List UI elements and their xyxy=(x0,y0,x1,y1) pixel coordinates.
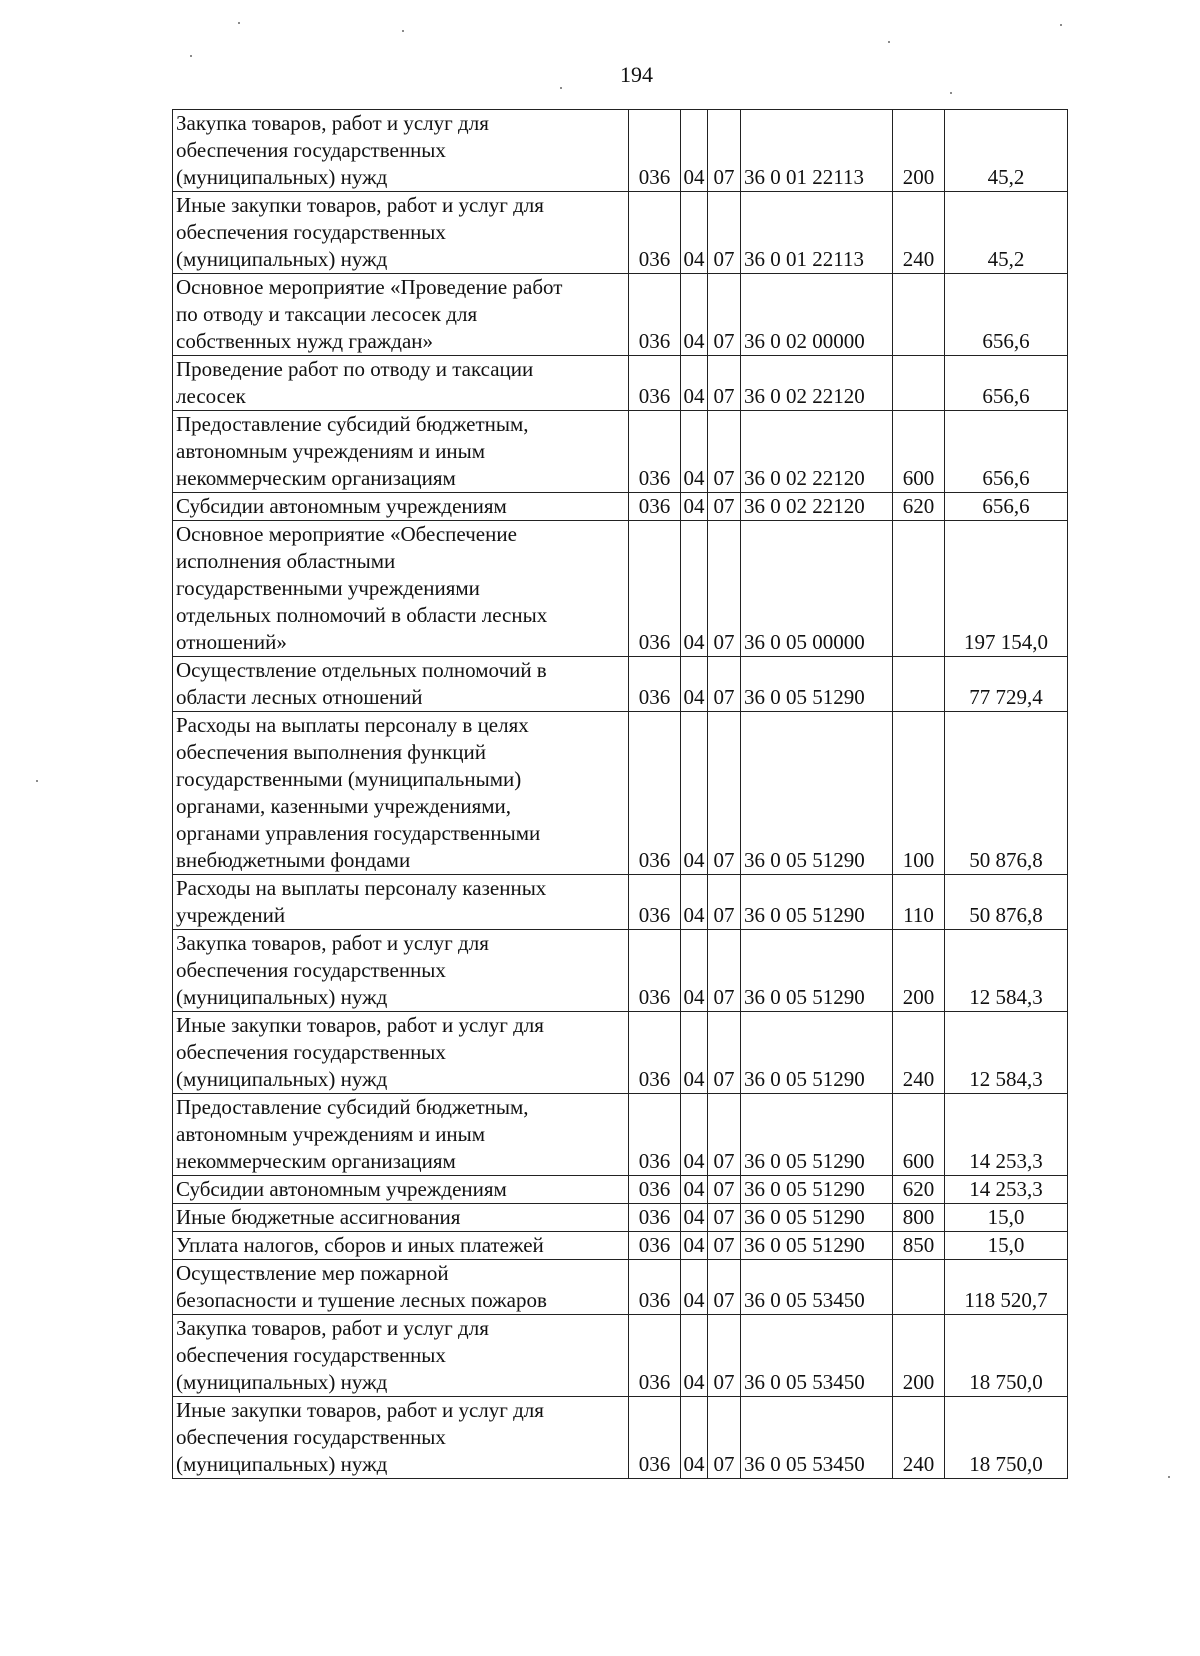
table-row xyxy=(173,1315,1068,1397)
subsection-code-cell: 07 xyxy=(708,411,741,493)
row-name-cell: Основное мероприятие «Обеспечение исполнения областными государственными учреждениями отдельных полномочий в области лесных отношений» xyxy=(173,521,629,657)
scan-speck xyxy=(1168,1476,1170,1478)
table-row xyxy=(173,930,1068,1012)
amount-cell: 45,2 xyxy=(945,192,1068,274)
table-row xyxy=(173,875,1068,930)
row-name-cell: Осуществление мер пожарной безопасности и тушение лесных пожаров xyxy=(173,1260,629,1315)
row-name-cell: Иные бюджетные ассигнования xyxy=(173,1204,629,1232)
subsection-code-cell: 07 xyxy=(708,356,741,411)
target-item-code-cell: 36 0 02 22120 xyxy=(741,411,893,493)
subsection-code-cell: 07 xyxy=(708,1232,741,1260)
amount-cell: 12 584,3 xyxy=(945,1012,1068,1094)
target-item-code-cell: 36 0 05 51290 xyxy=(741,1204,893,1232)
scan-speck xyxy=(402,30,404,32)
amount-cell: 77 729,4 xyxy=(945,657,1068,712)
target-item-code-cell: 36 0 05 53450 xyxy=(741,1315,893,1397)
ved-code-cell: 036 xyxy=(629,712,681,875)
ved-code-cell: 036 xyxy=(629,657,681,712)
table-row xyxy=(173,192,1068,274)
expense-type-code-cell: 800 xyxy=(893,1204,945,1232)
section-code-cell: 04 xyxy=(681,1012,708,1094)
section-code-cell: 04 xyxy=(681,657,708,712)
target-item-code-cell: 36 0 02 00000 xyxy=(741,274,893,356)
budget-table xyxy=(172,109,1068,1479)
amount-cell: 18 750,0 xyxy=(945,1397,1068,1479)
target-item-code-cell: 36 0 05 51290 xyxy=(741,875,893,930)
target-item-code-cell: 36 0 05 51290 xyxy=(741,930,893,1012)
subsection-code-cell: 07 xyxy=(708,1260,741,1315)
scan-speck xyxy=(560,87,562,89)
row-name-cell: Субсидии автономным учреждениям xyxy=(173,493,629,521)
target-item-code-cell: 36 0 05 51290 xyxy=(741,657,893,712)
ved-code-cell: 036 xyxy=(629,411,681,493)
row-name-cell: Уплата налогов, сборов и иных платежей xyxy=(173,1232,629,1260)
subsection-code-cell: 07 xyxy=(708,1176,741,1204)
subsection-code-cell: 07 xyxy=(708,1397,741,1479)
amount-cell: 197 154,0 xyxy=(945,521,1068,657)
target-item-code-cell: 36 0 02 22120 xyxy=(741,356,893,411)
table-row xyxy=(173,1232,1068,1260)
ved-code-cell: 036 xyxy=(629,1204,681,1232)
table-row xyxy=(173,1012,1068,1094)
row-name-cell: Субсидии автономным учреждениям xyxy=(173,1176,629,1204)
subsection-code-cell: 07 xyxy=(708,192,741,274)
scan-speck xyxy=(238,22,240,24)
section-code-cell: 04 xyxy=(681,1232,708,1260)
amount-cell: 45,2 xyxy=(945,110,1068,192)
table-row xyxy=(173,521,1068,657)
table-row xyxy=(173,657,1068,712)
section-code-cell: 04 xyxy=(681,493,708,521)
row-name-cell: Иные закупки товаров, работ и услуг для обеспечения государственных (муниципальных) нужд xyxy=(173,192,629,274)
row-name-cell: Закупка товаров, работ и услуг для обеспечения государственных (муниципальных) нужд xyxy=(173,930,629,1012)
subsection-code-cell: 07 xyxy=(708,1094,741,1176)
subsection-code-cell: 07 xyxy=(708,875,741,930)
row-name-cell: Расходы на выплаты персоналу казенных учреждений xyxy=(173,875,629,930)
row-name-cell: Предоставление субсидий бюджетным, автономным учреждениям и иным некоммерческим организациям xyxy=(173,411,629,493)
table-row xyxy=(173,1397,1068,1479)
expense-type-code-cell: 200 xyxy=(893,930,945,1012)
section-code-cell: 04 xyxy=(681,110,708,192)
target-item-code-cell: 36 0 05 53450 xyxy=(741,1397,893,1479)
page-number: 194 xyxy=(620,62,653,87)
target-item-code-cell: 36 0 02 22120 xyxy=(741,493,893,521)
expense-type-code-cell xyxy=(893,1260,945,1315)
scan-speck xyxy=(888,41,890,43)
scan-speck xyxy=(36,780,38,782)
subsection-code-cell: 07 xyxy=(708,657,741,712)
ved-code-cell: 036 xyxy=(629,1012,681,1094)
section-code-cell: 04 xyxy=(681,1094,708,1176)
ved-code-cell: 036 xyxy=(629,110,681,192)
ved-code-cell: 036 xyxy=(629,1232,681,1260)
ved-code-cell: 036 xyxy=(629,875,681,930)
expense-type-code-cell: 240 xyxy=(893,1012,945,1094)
section-code-cell: 04 xyxy=(681,356,708,411)
table-body xyxy=(173,110,1068,1479)
amount-cell: 118 520,7 xyxy=(945,1260,1068,1315)
section-code-cell: 04 xyxy=(681,1176,708,1204)
expense-type-code-cell xyxy=(893,356,945,411)
target-item-code-cell: 36 0 05 51290 xyxy=(741,1176,893,1204)
row-name-cell: Закупка товаров, работ и услуг для обеспечения государственных (муниципальных) нужд xyxy=(173,110,629,192)
section-code-cell: 04 xyxy=(681,521,708,657)
ved-code-cell: 036 xyxy=(629,1176,681,1204)
expense-type-code-cell: 200 xyxy=(893,110,945,192)
row-name-cell: Осуществление отдельных полномочий в области лесных отношений xyxy=(173,657,629,712)
expense-type-code-cell xyxy=(893,521,945,657)
target-item-code-cell: 36 0 05 51290 xyxy=(741,712,893,875)
section-code-cell: 04 xyxy=(681,875,708,930)
ved-code-cell: 036 xyxy=(629,1260,681,1315)
amount-cell: 50 876,8 xyxy=(945,712,1068,875)
section-code-cell: 04 xyxy=(681,1260,708,1315)
expense-type-code-cell: 240 xyxy=(893,192,945,274)
ved-code-cell: 036 xyxy=(629,930,681,1012)
table-row xyxy=(173,411,1068,493)
table-row xyxy=(173,493,1068,521)
section-code-cell: 04 xyxy=(681,274,708,356)
table-row xyxy=(173,274,1068,356)
expense-type-code-cell: 620 xyxy=(893,1176,945,1204)
section-code-cell: 04 xyxy=(681,411,708,493)
section-code-cell: 04 xyxy=(681,930,708,1012)
amount-cell: 18 750,0 xyxy=(945,1315,1068,1397)
subsection-code-cell: 07 xyxy=(708,110,741,192)
expense-type-code-cell xyxy=(893,657,945,712)
table-row xyxy=(173,110,1068,192)
expense-type-code-cell: 600 xyxy=(893,411,945,493)
scan-speck xyxy=(1060,24,1062,26)
section-code-cell: 04 xyxy=(681,1315,708,1397)
subsection-code-cell: 07 xyxy=(708,1012,741,1094)
amount-cell: 656,6 xyxy=(945,356,1068,411)
expense-type-code-cell: 850 xyxy=(893,1232,945,1260)
target-item-code-cell: 36 0 05 51290 xyxy=(741,1094,893,1176)
subsection-code-cell: 07 xyxy=(708,712,741,875)
expense-type-code-cell: 620 xyxy=(893,493,945,521)
row-name-cell: Основное мероприятие «Проведение работ по отводу и таксации лесосек для собственных нужд граждан» xyxy=(173,274,629,356)
ved-code-cell: 036 xyxy=(629,274,681,356)
row-name-cell: Иные закупки товаров, работ и услуг для обеспечения государственных (муниципальных) нужд xyxy=(173,1012,629,1094)
expense-type-code-cell: 600 xyxy=(893,1094,945,1176)
amount-cell: 50 876,8 xyxy=(945,875,1068,930)
ved-code-cell: 036 xyxy=(629,493,681,521)
subsection-code-cell: 07 xyxy=(708,1204,741,1232)
section-code-cell: 04 xyxy=(681,712,708,875)
ved-code-cell: 036 xyxy=(629,192,681,274)
expense-type-code-cell: 110 xyxy=(893,875,945,930)
scan-speck xyxy=(190,55,192,57)
row-name-cell: Расходы на выплаты персоналу в целях обеспечения выполнения функций государственными (муниципальными) органами, казенными учреждениями, органами управления государственными внебюджетными фондами xyxy=(173,712,629,875)
scan-speck xyxy=(950,92,952,94)
row-name-cell: Предоставление субсидий бюджетным, автономным учреждениям и иным некоммерческим организациям xyxy=(173,1094,629,1176)
table-row xyxy=(173,1204,1068,1232)
table-row xyxy=(173,1260,1068,1315)
subsection-code-cell: 07 xyxy=(708,274,741,356)
expense-type-code-cell: 240 xyxy=(893,1397,945,1479)
section-code-cell: 04 xyxy=(681,192,708,274)
amount-cell: 14 253,3 xyxy=(945,1094,1068,1176)
amount-cell: 15,0 xyxy=(945,1204,1068,1232)
expense-type-code-cell: 100 xyxy=(893,712,945,875)
target-item-code-cell: 36 0 05 51290 xyxy=(741,1012,893,1094)
ved-code-cell: 036 xyxy=(629,1315,681,1397)
amount-cell: 12 584,3 xyxy=(945,930,1068,1012)
target-item-code-cell: 36 0 01 22113 xyxy=(741,192,893,274)
ved-code-cell: 036 xyxy=(629,1094,681,1176)
row-name-cell: Иные закупки товаров, работ и услуг для обеспечения государственных (муниципальных) нужд xyxy=(173,1397,629,1479)
ved-code-cell: 036 xyxy=(629,521,681,657)
subsection-code-cell: 07 xyxy=(708,1315,741,1397)
section-code-cell: 04 xyxy=(681,1397,708,1479)
amount-cell: 656,6 xyxy=(945,274,1068,356)
target-item-code-cell: 36 0 05 51290 xyxy=(741,1232,893,1260)
target-item-code-cell: 36 0 01 22113 xyxy=(741,110,893,192)
section-code-cell: 04 xyxy=(681,1204,708,1232)
subsection-code-cell: 07 xyxy=(708,930,741,1012)
amount-cell: 14 253,3 xyxy=(945,1176,1068,1204)
row-name-cell: Закупка товаров, работ и услуг для обеспечения государственных (муниципальных) нужд xyxy=(173,1315,629,1397)
subsection-code-cell: 07 xyxy=(708,521,741,657)
subsection-code-cell: 07 xyxy=(708,493,741,521)
amount-cell: 15,0 xyxy=(945,1232,1068,1260)
amount-cell: 656,6 xyxy=(945,411,1068,493)
target-item-code-cell: 36 0 05 00000 xyxy=(741,521,893,657)
ved-code-cell: 036 xyxy=(629,356,681,411)
table-row xyxy=(173,712,1068,875)
table-row xyxy=(173,1176,1068,1204)
amount-cell: 656,6 xyxy=(945,493,1068,521)
row-name-cell: Проведение работ по отводу и таксации лесосек xyxy=(173,356,629,411)
expense-type-code-cell: 200 xyxy=(893,1315,945,1397)
expense-type-code-cell xyxy=(893,274,945,356)
target-item-code-cell: 36 0 05 53450 xyxy=(741,1260,893,1315)
ved-code-cell: 036 xyxy=(629,1397,681,1479)
table-row xyxy=(173,1094,1068,1176)
table-row xyxy=(173,356,1068,411)
